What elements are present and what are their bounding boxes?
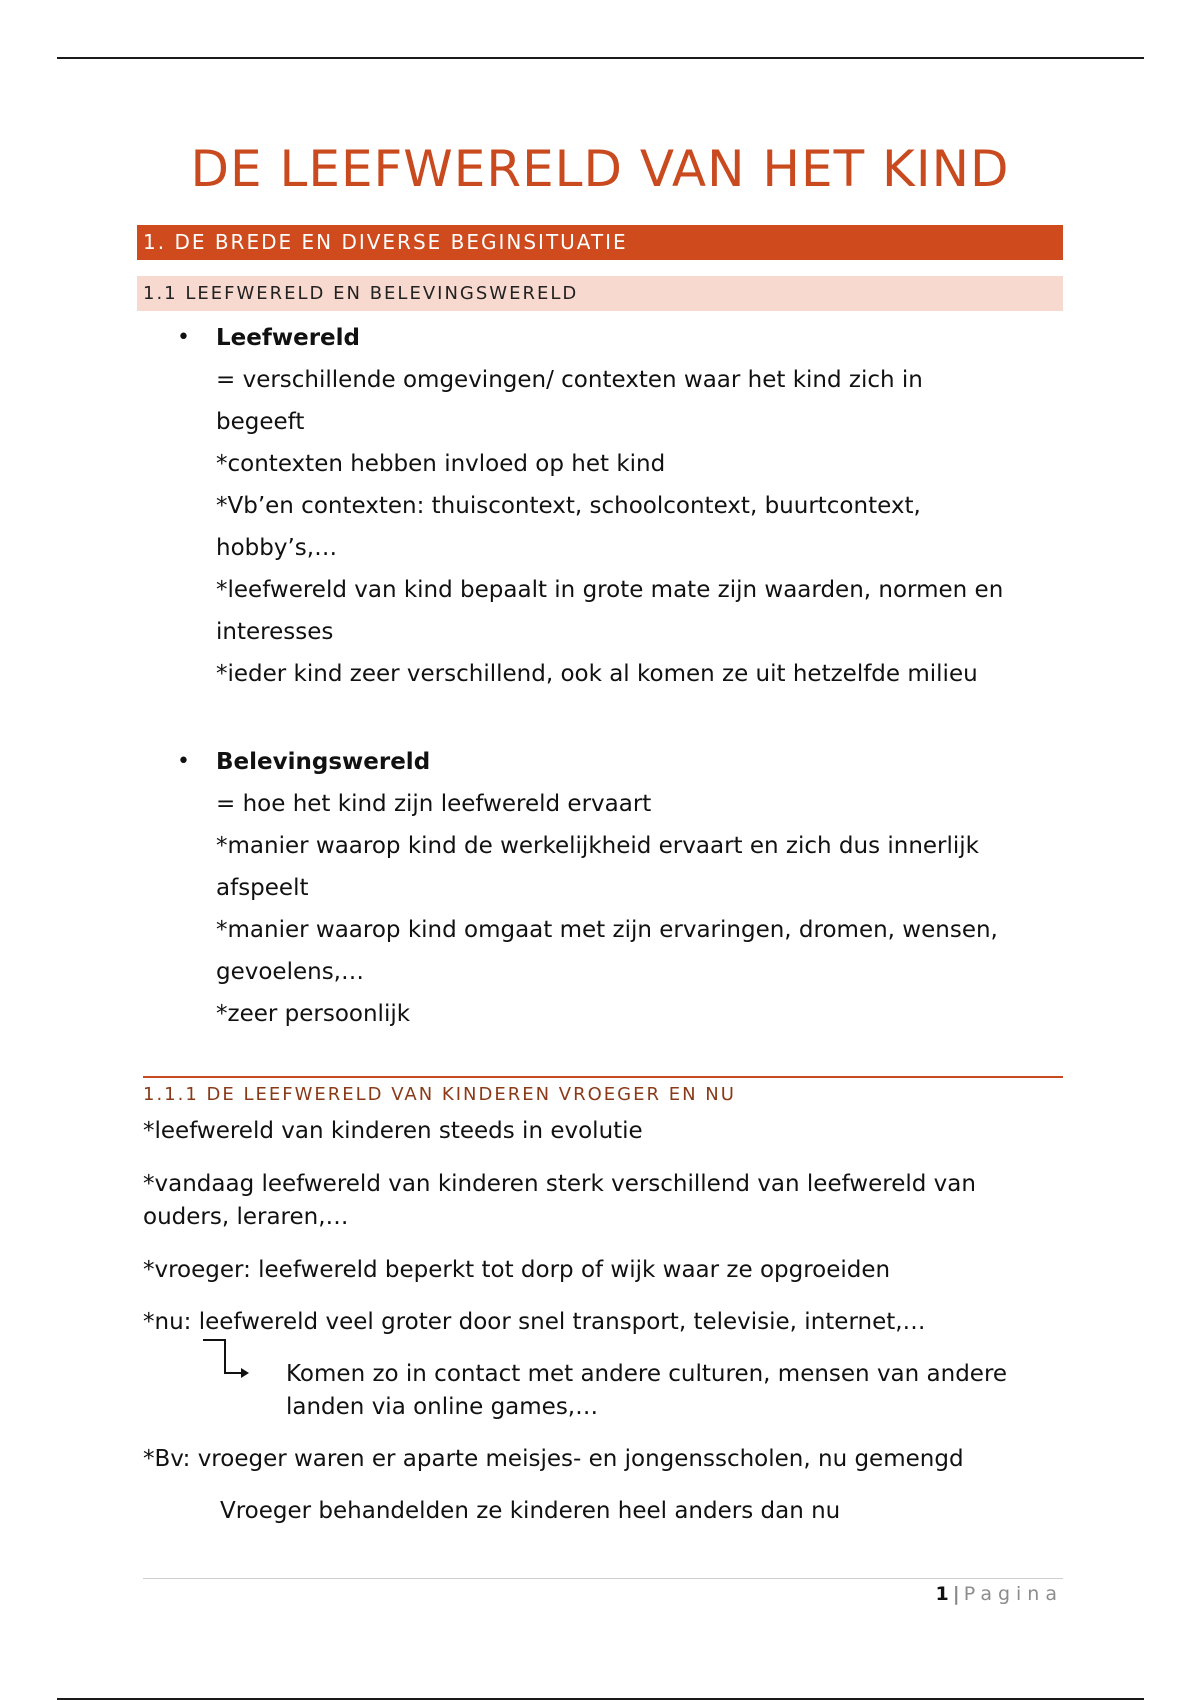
bullet-line: interesses: [216, 619, 334, 645]
bullet-line: *manier waarop kind de werkelijkheid ervaart en zich dus innerlijk: [216, 833, 979, 859]
bullet-dot-icon: •: [177, 325, 190, 350]
bullet-line: begeeft: [216, 409, 305, 435]
paragraph: *nu: leefwereld veel groter door snel transport, televisie, internet,…: [143, 1309, 926, 1335]
bullet-line: *zeer persoonlijk: [216, 1001, 411, 1027]
footer-separator: |: [952, 1583, 960, 1605]
footer-rule: [143, 1578, 1063, 1579]
bullet-leefwereld-text: [216, 317, 1056, 695]
bullet-term: Leefwereld: [216, 325, 360, 351]
page-footer: [936, 1580, 1063, 1608]
heading-2: 1.1 LEEFWERELD EN BELEVINGSWERELD: [137, 276, 1063, 311]
indented-paragraph: Komen zo in contact met andere culturen, mensen van andere landen via online games,…: [286, 1361, 1008, 1420]
bullet-line: = verschillende omgevingen/ contexten waar het kind zich in: [216, 367, 923, 393]
document-title: DE LEEFWERELD VAN HET KIND: [190, 140, 1010, 198]
page-label: Pagina: [963, 1583, 1063, 1605]
bullet-dot-icon: •: [177, 749, 190, 774]
bullet-belevingswereld-text: [216, 741, 1056, 1035]
bullet-term: Belevingswereld: [216, 749, 431, 775]
bullet-line: hobby’s,…: [216, 535, 338, 561]
paragraph: *vroeger: leefwereld beperkt tot dorp of wijk waar ze opgroeiden: [143, 1257, 891, 1283]
paragraph: *leefwereld van kinderen steeds in evolutie: [143, 1118, 643, 1144]
paragraph: *Bv: vroeger waren er aparte meisjes- en jongensscholen, nu gemengd: [143, 1446, 964, 1472]
bullet-line: gevoelens,…: [216, 959, 364, 985]
bullet-line: *Vb’en contexten: thuiscontext, schoolcontext, buurtcontext,: [216, 493, 921, 519]
page-top-rule: [57, 57, 1144, 59]
page-number: 1: [935, 1583, 949, 1605]
paragraph: *vandaag leefwereld van kinderen sterk verschillend van leefwereld van ouders, leraren,…: [143, 1171, 976, 1230]
heading-3: 1.1.1 DE LEEFWERELD VAN KINDEREN VROEGER EN NU: [143, 1076, 1063, 1105]
bullet-line: = hoe het kind zijn leefwereld ervaart: [216, 791, 652, 817]
bullet-line: *contexten hebben invloed op het kind: [216, 451, 666, 477]
bullet-line: *leefwereld van kind bepaalt in grote mate zijn waarden, normen en: [216, 577, 1004, 603]
bullet-line: *manier waarop kind omgaat met zijn ervaringen, dromen, wensen,: [216, 917, 998, 943]
heading-1: 1. DE BREDE EN DIVERSE BEGINSITUATIE: [137, 225, 1063, 260]
bullet-line: *ieder kind zeer verschillend, ook al komen ze uit hetzelfde milieu: [216, 661, 978, 687]
paragraph: Vroeger behandelden ze kinderen heel anders dan nu: [220, 1498, 841, 1524]
arrow-down-right-icon: [201, 1338, 251, 1382]
bullet-line: afspeelt: [216, 875, 309, 901]
